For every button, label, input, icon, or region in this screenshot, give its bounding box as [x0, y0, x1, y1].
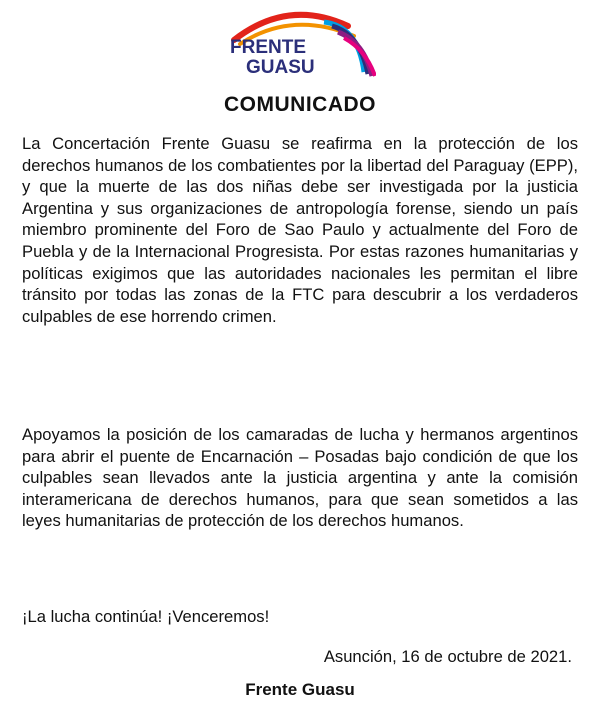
signature: Frente Guasu	[245, 680, 355, 699]
logo-text-frente: FRENTE	[230, 37, 306, 58]
paragraph-2: Apoyamos la posición de los camaradas de lucha y hermanos argentinos para abrir el puente de Encarnación – Posadas bajo condición de que los culpables sean llevados ante la justicia argentina y ante la comisión interamericana de derechos humanos, para que sean sometidos a las leyes humanitarias de protección de los derechos humanos.	[22, 425, 578, 531]
date-line: Asunción, 16 de octubre de 2021.	[323, 647, 572, 666]
logo-text-guasu: GUASU	[246, 57, 315, 78]
closing-line: ¡La lucha continúa! ¡Venceremos!	[22, 607, 270, 626]
paragraph-1: La Concertación Frente Guasu se reafirma en la protección de los derechos humanos de los combatientes por la libertad del Paraguay (EPP), y que la muerte de las dos niñas debe ser investigada por la justicia Argentina y sus organizaciones de antropología forense, siendo un país miembro prominente del Foro de Sao Paulo y actualmente del Foro de Puebla y de la Internacional Progresista. Por estas razones humanitarias y políticas exigimos que las autoridades nacionales les permitan el libre tránsito por todas las zonas de la FTC para descubrir a los verdaderos culpables de ese horrendo crimen.	[22, 134, 578, 326]
page-title: COMUNICADO	[224, 93, 376, 116]
frente-guasu-logo	[228, 6, 376, 78]
